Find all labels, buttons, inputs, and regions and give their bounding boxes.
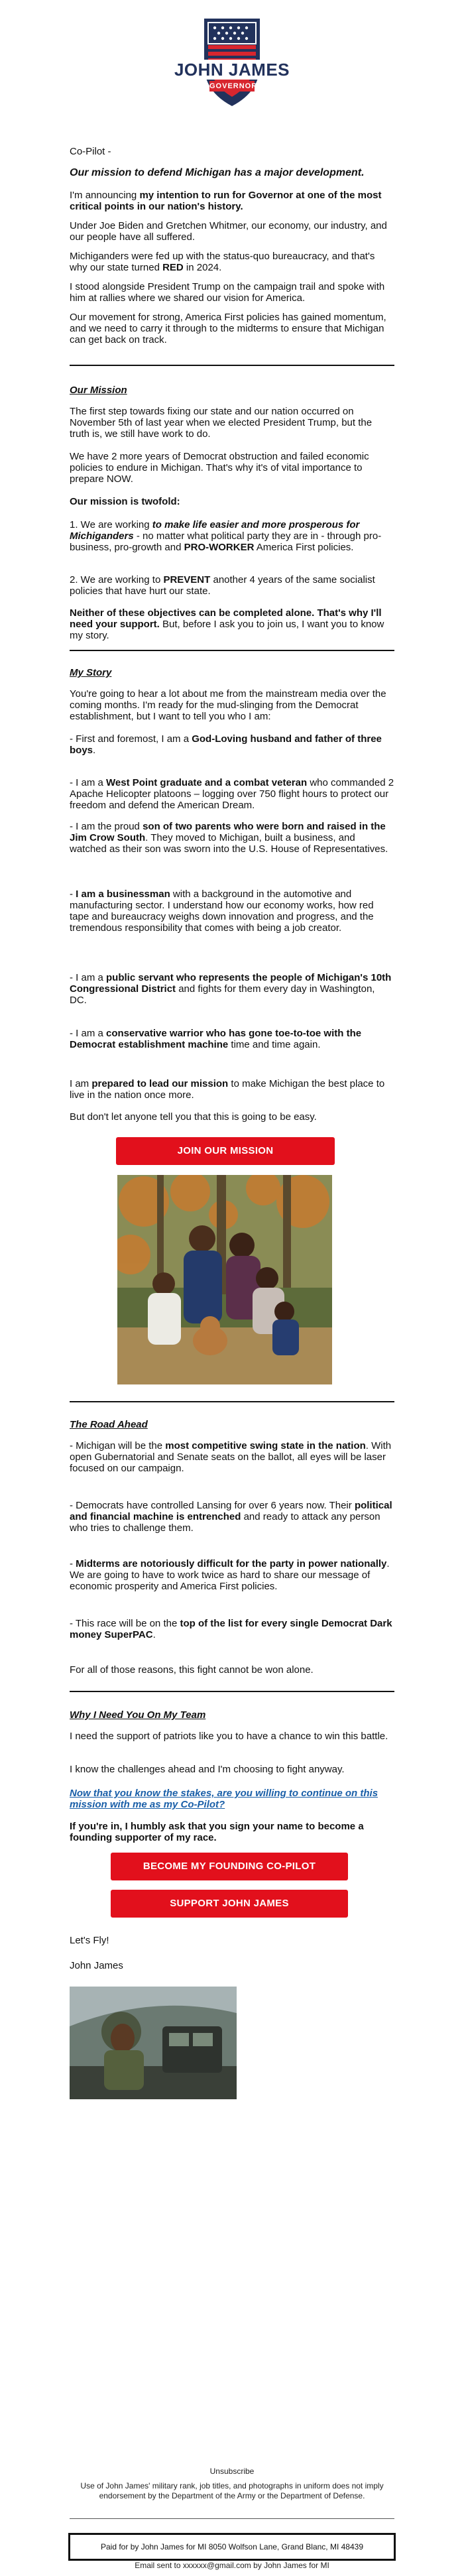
military-disclaimer: Use of John James' military rank, job titles, and photographs in uniform does not imply endorsement by the Department of the Army or the Department of Defense. <box>80 2481 384 2500</box>
logo-name: JOHN JAMES <box>166 60 298 80</box>
campaign-logo <box>166 13 298 123</box>
support-john-james-button[interactable]: SUPPORT JOHN JAMES <box>111 1890 348 1918</box>
team-paragraph-2: I know the challenges ahead and I'm choosing to fight anyway. <box>70 1764 345 1775</box>
intro-headline: Our mission to defend Michigan has a major development. <box>70 167 365 178</box>
divider <box>70 1691 394 1692</box>
story-bullet-2: - I am a West Point graduate and a combat veteran who commanded 2 Apache Helicopter platoons – logging over 750 flight hours to protect our freedom and defend the American Dream. <box>70 777 394 811</box>
story-paragraph-3: But don't let anyone tell you that this is going to be easy. <box>70 1111 317 1123</box>
footer-divider <box>70 2518 394 2519</box>
paid-for-text: Paid for by John James for MI 8050 Wolfson Lane, Grand Blanc, MI 48439 <box>101 2542 363 2551</box>
road-bullet-2: - Democrats have controlled Lansing for over 6 years now. Their political and financial machine is entrenched and ready to attack any person who tries to challenge them. <box>70 1500 392 1534</box>
mission-closing: Neither of these objectives can be completed alone. That's why I'll need your support. But, before I ask you to join us, I want you to know my story. <box>70 607 384 641</box>
mission-item-2: 2. We are working to PREVENT another 4 years of the same socialist policies that have hurt our state. <box>70 574 375 597</box>
divider <box>70 650 394 651</box>
logo-subtitle: GOVERNOR <box>209 82 258 90</box>
divider <box>70 1401 394 1402</box>
signature: John James <box>70 1960 123 1971</box>
greeting: Co-Pilot - <box>70 146 111 157</box>
mission-paragraph-2: We have 2 more years of Democrat obstruction and failed economic policies to endure in Michigan. That's why it's of vital importance to prepare NOW. <box>70 451 369 485</box>
unsubscribe-anchor[interactable]: Unsubscribe <box>209 2467 255 2476</box>
road-heading: The Road Ahead <box>70 1419 148 1430</box>
story-intro: You're going to hear a lot about me from the mainstream media over the coming months. I'm ready for the mud-slinging from the Democrat establishment, but I want to tell you who I am: <box>70 688 386 722</box>
mission-heading: Our Mission <box>70 385 127 396</box>
road-bullet-4: - This race will be on the top of the list for every single Democrat Dark money SuperPAC. <box>70 1618 392 1640</box>
intro-paragraph-5: Our movement for strong, America First policies has gained momentum, and we need to carry it through to the midterms to ensure that Michigan can get back on track. <box>70 312 386 345</box>
intro-paragraph-3: Michiganders were fed up with the status-quo bureaucracy, and that's why our state turned RED in 2024. <box>70 251 375 273</box>
mission-paragraph-1: The first step towards fixing our state and our nation occurred on November 5th of last year when we elected President Trump, but the truth is, we still have work to do. <box>70 406 373 440</box>
story-bullet-1: - First and foremost, I am a God-Loving husband and father of three boys. <box>70 733 382 756</box>
unsubscribe-link[interactable] <box>70 2467 394 2477</box>
family-photo <box>117 1175 332 1384</box>
story-heading: My Story <box>70 667 112 678</box>
road-bullet-1: - Michigan will be the most competitive swing state in the nation. With open Gubernatorial and Senate seats on the ballot, all eyes will be laser focused on our campaign. <box>70 1440 392 1474</box>
mission-item-1: 1. We are working to make life easier and more prosperous for Michiganders - no matter what political party they are in - through pro-business, pro-growth and PRO-WORKER America First policies. <box>70 519 382 553</box>
email-sent-text: Email sent to xxxxxx@gmail.com by John James for MI <box>135 2561 329 2570</box>
paid-for-box <box>68 2533 396 2561</box>
story-bullet-3: - I am the proud son of two parents who were born and raised in the Jim Crow South. They moved to Michigan, built a business, and watched as their son was sworn into the U.S. House of Representatives. <box>70 821 388 855</box>
divider <box>70 365 394 366</box>
road-bullet-3: - Midterms are notoriously difficult for the party in power nationally. We are going to have to work twice as hard to share our message of economic prosperity and America First policies. <box>70 1558 390 1592</box>
story-paragraph-2: I am prepared to lead our mission to make Michigan the best place to live in the nation once more. <box>70 1078 385 1101</box>
team-heading: Why I Need You On My Team <box>70 1709 206 1721</box>
story-bullet-4: - I am a businessman with a background in the automotive and manufacturing sector. I understand how our economy works, how red tape and bureaucracy weighs down innovation and progress, and the tremendous responsibility that comes with being a job creator. <box>70 889 374 934</box>
signoff: Let's Fly! <box>70 1935 109 1946</box>
road-closing: For all of those reasons, this fight cannot be won alone. <box>70 1664 314 1676</box>
story-bullet-6: - I am a conservative warrior who has gone toe-to-toe with the Democrat establishment machine time and time again. <box>70 1028 362 1050</box>
co-pilot-link[interactable]: Now that you know the stakes, are you willing to continue on this mission with me as my Co-Pilot? <box>70 1788 378 1810</box>
team-paragraph-1: I need the support of patriots like you to have a chance to win this battle. <box>70 1731 388 1742</box>
mission-twofold: Our mission is twofold: <box>70 496 180 507</box>
intro-paragraph-4: I stood alongside President Trump on the campaign trail and spoke with him at rallies where we shared our vision for America. <box>70 281 385 304</box>
pilot-photo <box>70 1987 237 2099</box>
story-bullet-5: - I am a public servant who represents the people of Michigan's 10th Congressional District and fights for them every day in Washington, DC. <box>70 972 392 1006</box>
intro-paragraph-2: Under Joe Biden and Gretchen Whitmer, our economy, our industry, and our people have all suffered. <box>70 220 387 243</box>
intro-paragraph-1: I'm announcing my intention to run for Governor at one of the most critical points in our nation's history. <box>70 190 382 212</box>
team-paragraph-3: If you're in, I humbly ask that you sign your name to become a founding supporter of my race. <box>70 1821 364 1843</box>
become-co-pilot-button[interactable]: BECOME MY FOUNDING CO-PILOT <box>111 1853 348 1880</box>
join-mission-button[interactable]: JOIN OUR MISSION <box>116 1137 335 1165</box>
